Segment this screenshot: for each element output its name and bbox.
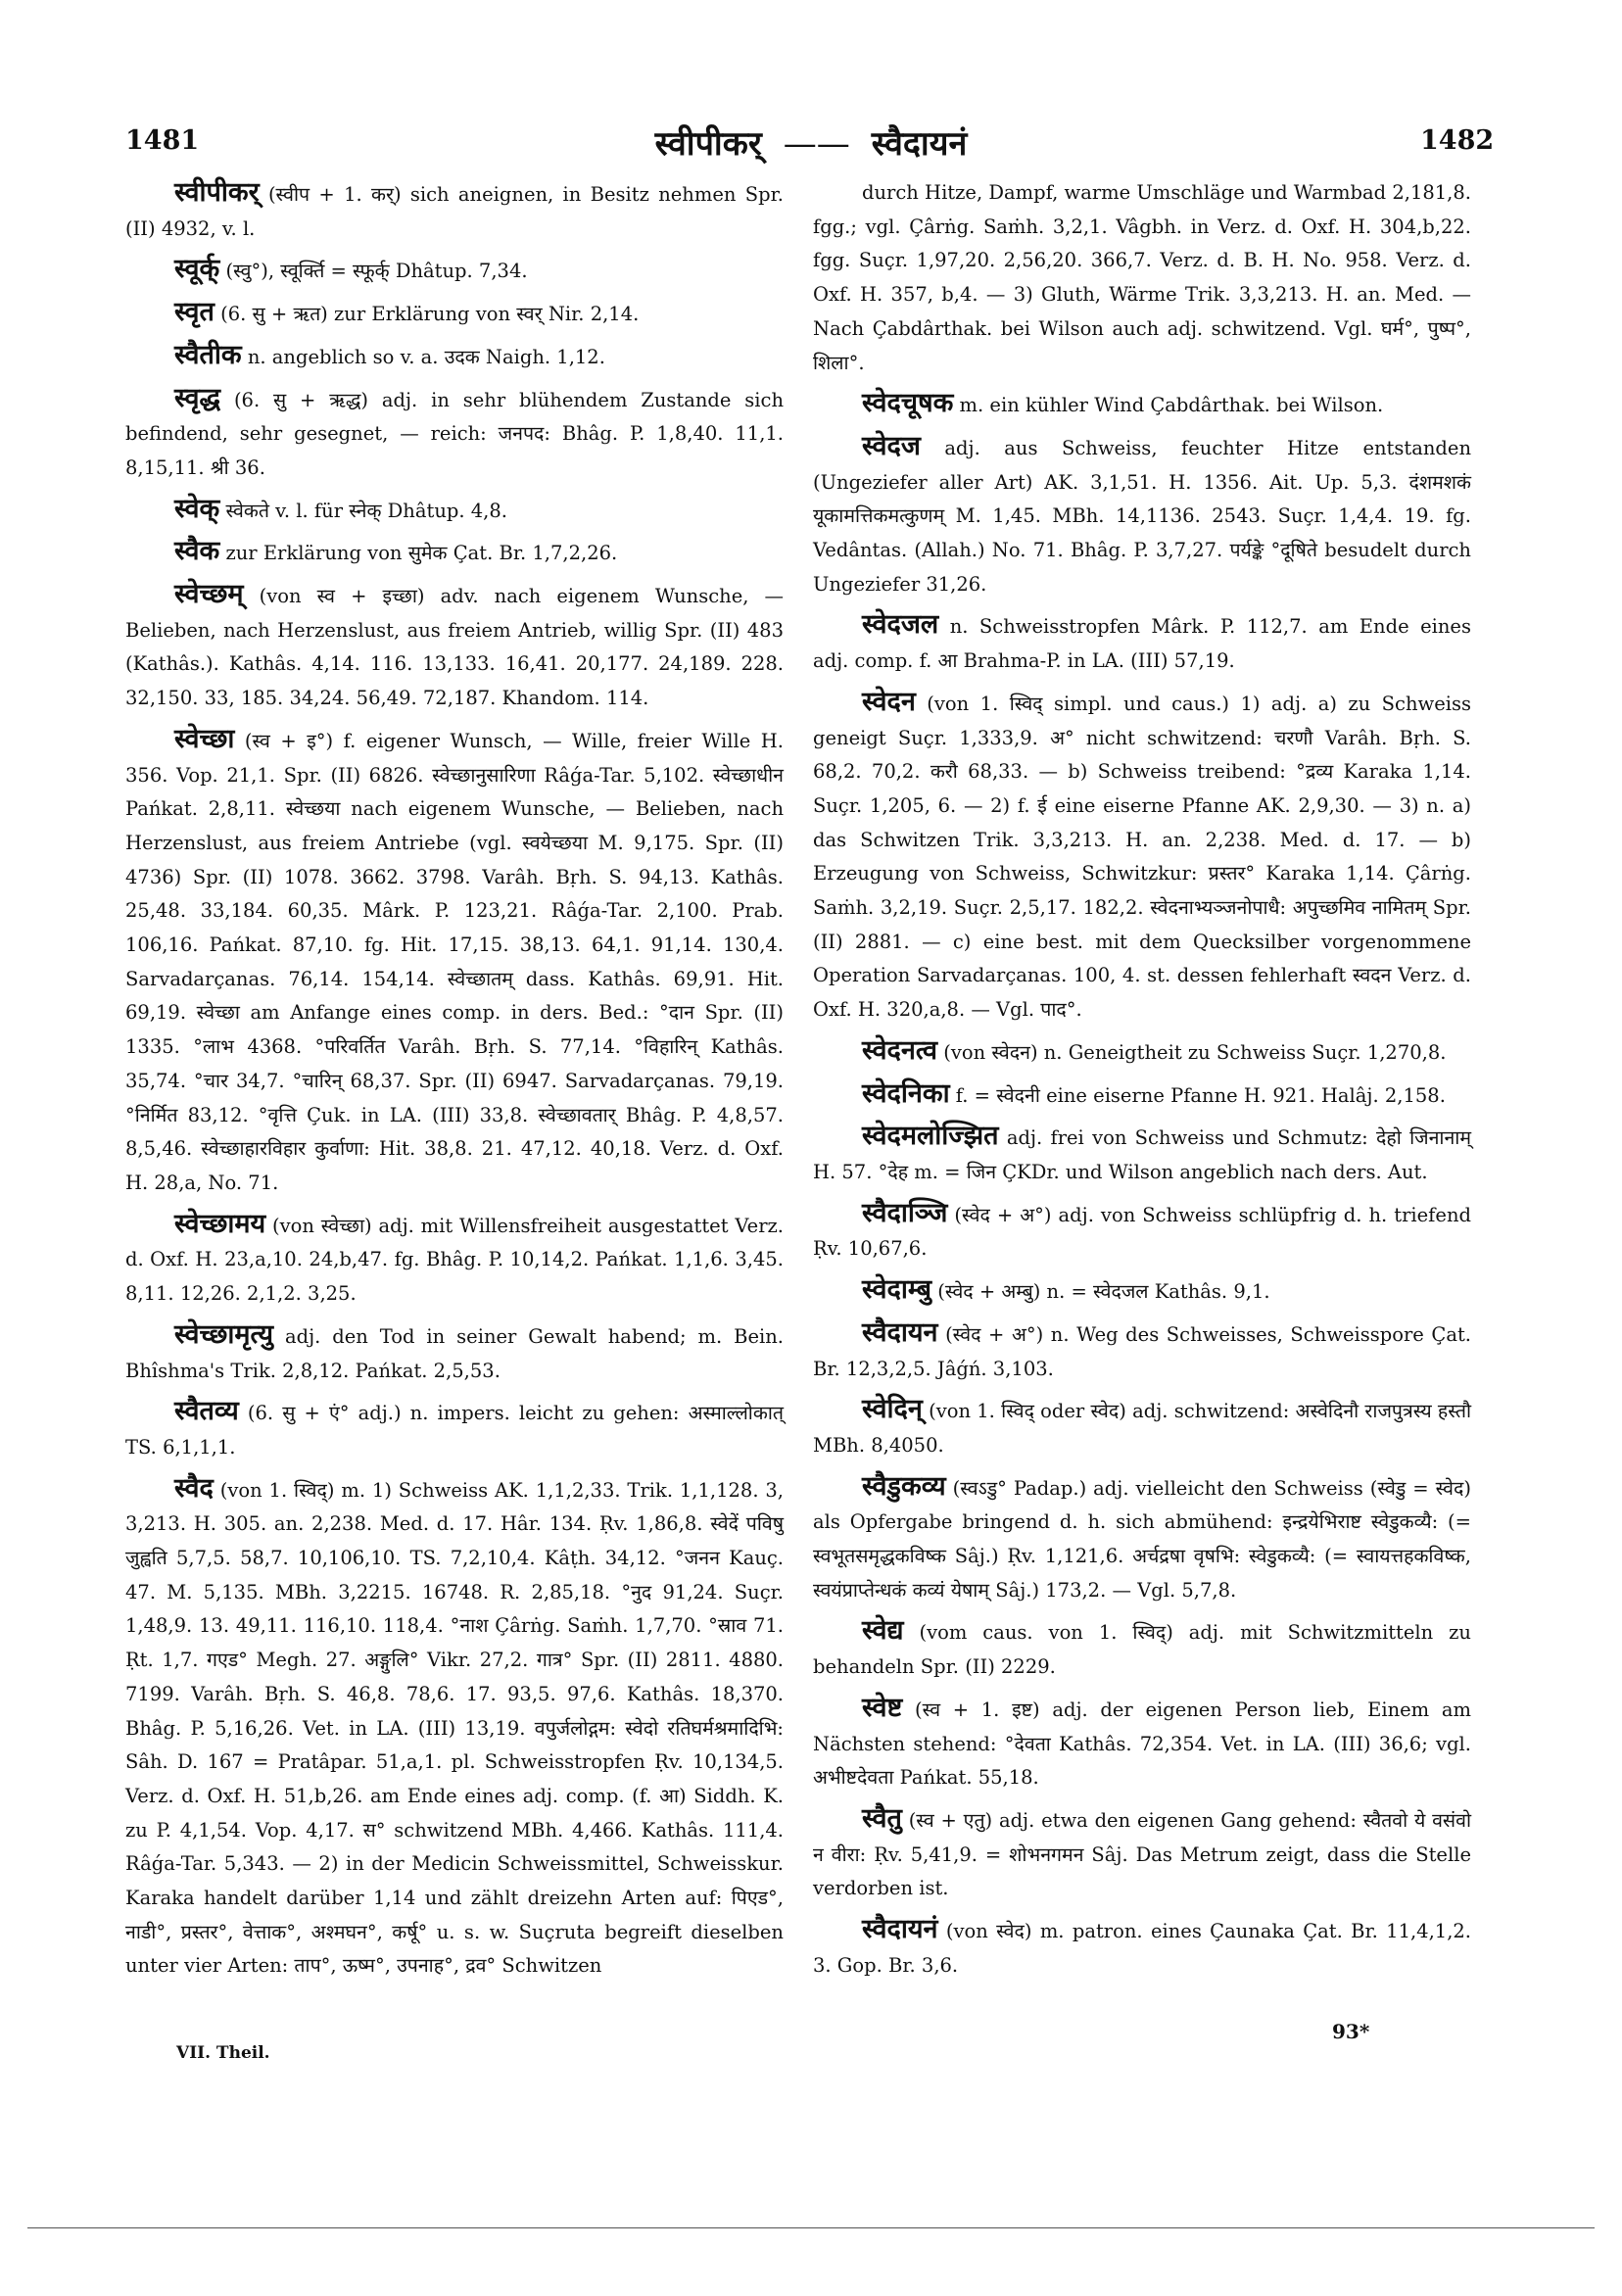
entry-text: (स्वेद + अ°) adj. von Schweiss schlüpfrig d. h. triefend Ṛv. 10,67,6. <box>813 1203 1471 1261</box>
entry-text: m. ein kühler Wind Çabdârthak. bei Wilson. <box>959 394 1384 417</box>
dictionary-entry <box>125 1318 784 1388</box>
entry-text: (von 1. स्विद् oder स्वेद) adj. schwitzend: अस्वेदिनौ राजपुत्रस्य हस्तौ MBh. 8,4050. <box>813 1400 1472 1457</box>
bottom-rule <box>27 2227 1595 2228</box>
dictionary-entry <box>125 535 784 571</box>
entry-headword: स्वेदमलोज्झित <box>862 1121 999 1152</box>
dictionary-entry <box>813 1034 1471 1071</box>
entry-text: (von स्वेद) m. patron. eines Çaunaka Çat. Br. 11,4,1,2. 3. Gop. Br. 3,6. <box>813 1920 1471 1977</box>
dictionary-entry <box>125 578 784 716</box>
page-number-right: 1482 <box>1420 125 1495 156</box>
dictionary-entry <box>125 493 784 529</box>
entry-headword: स्वेच्छामृत्यु <box>174 1318 274 1350</box>
entry-headword: स्वैतीक <box>174 339 242 370</box>
entry-headword: स्वृद्ध <box>174 382 221 413</box>
left-column <box>125 176 784 1990</box>
entry-text: f. = स्वेदनी eine eiserne Pfanne H. 921. Halâj. 2,158. <box>955 1083 1446 1107</box>
entry-headword: स्वैक <box>174 536 220 567</box>
dictionary-entry <box>813 1077 1471 1114</box>
dictionary-entry <box>813 430 1471 602</box>
dictionary-entry <box>813 1120 1471 1189</box>
entry-text: (von 1. स्विद्) m. 1) Schweiss AK. 1,1,2,33. Trik. 1,1,128. 3, 3,213. H. 305. an. 2,238. Med. d. 17. Hâr. 134. Ṛv. 1,86,8. स्वेदें पविषु जुह्वति 5,7,5. 58,7. 10,106,10. TS. 7,2,10,4. Kâṭh. 34,12. °जनन Kauç. 47. M. 5,135. MBh. 3,2215. 16748. R. 2,85,18. °नुद 91,24. Suçr. 1,48,9. 13. 49,11. 116,10. 118,4. °नाश Çârṅg. Saṁh. 1,7,70. °स्राव 71. Ṛt. 1,7. गएड° Megh. 27. अङ्गुलि° Vikr. 27,2. गात्र° Spr. (II) 2811. 4880. 7199. Varâh. Bṛh. S. 46,8. 78,6. 17. 93,5. 97,6. Kathâs. 18,370. Bhâg. P. 5,16,26. Vet. in LA. (III) 13,19. वपुर्जलोद्गम: स्वेदो रतिघर्मश्रमादिभि: Sâh. D. 167 = Pratâpar. 51,a,1. pl. Schweisstropfen Ṛv. 10,134,5. Verz. d. Oxf. H. 51,b,26. am Ende eines adj. comp. (f. आ) Siddh. K. zu P. 4,1,54. Vop. 4,17. स° schwitzend MBh. 4,466. Kathâs. 111,4. Râǵa-Tar. 5,343. — 2) in der Medicin Schweissmittel, Schweisskur. Karaka handelt darüber 1,14 und zählt dreizehn Arten auf: पिएड°, नाडी°, प्रस्तर°, वेत्ताक°, अश्मघन°, कर्षू° u. s. w. Suçruta begreift dieselben unter vier Arten: ताप°, ऊष्म°, उपनाह°, द्रव° Schwitzen <box>125 1478 785 1978</box>
entry-text: durch Hitze, Dampf, warme Umschläge und Warmbad 2,181,8. fgg.; vgl. Çârṅg. Saṁh. 3,2,1. Vâgbh. in Verz. d. Oxf. H. 304,b,22. fgg. Suçr. 1,97,20. 2,56,20. 366,7. Verz. d. B. H. No. 958. Verz. d. Oxf. H. 357, b,4. — 3) Gluth, Wärme Trik. 3,3,213. H. an. Med. — Nach Çabdârthak. bei Wilson auch adj. schwitzend. Vgl. घर्म°, पुष्प°, शिला°. <box>813 181 1471 374</box>
running-head <box>0 120 1622 165</box>
entry-text: (von स्वेच्छा) adj. mit Willensfreiheit ausgestattet Verz. d. Oxf. H. 23,a,10. 24,b,47. fg. Bhâg. P. 10,14,2. Pańkat. 1,1,6. 3,45. 8,11. 12,26. 2,1,2. 3,25. <box>125 1214 784 1306</box>
catchword-dash: —— <box>783 124 850 164</box>
dictionary-entry <box>125 382 784 486</box>
dictionary-entry <box>813 1614 1471 1684</box>
entry-text: (स्वीप + 1. कर्) sich aneignen, in Besitz nehmen Spr. (II) 4932, v. l. <box>125 183 784 240</box>
dictionary-entry <box>813 1913 1471 1983</box>
entry-headword: स्वैदायनं <box>862 1914 938 1945</box>
entry-headword: स्वेक् <box>174 493 220 524</box>
page-header <box>0 0 1622 196</box>
entry-headword: स्वैद <box>174 1472 214 1504</box>
entry-text: n. angeblich so v. a. उदक Naigh. 1,12. <box>247 345 605 368</box>
entry-text: (स्व + एतु) adj. etwa den eigenen Gang gehend: स्वैतवो ये वसंवो न वीरा: Ṛv. 5,41,9. = शोभनगमन Sâj. Das Metrum zeigt, dass die Stelle verdorben ist. <box>813 1808 1471 1900</box>
entry-text: (स्वेद + अम्बु) n. = स्वेदजल Kathâs. 9,1. <box>937 1280 1270 1304</box>
entry-text: (von स्वेदन) n. Geneigtheit zu Schweiss Suçr. 1,270,8. <box>943 1040 1447 1064</box>
entry-headword: स्वेदनत्व <box>862 1034 938 1066</box>
entry-headword: स्वैदायन <box>862 1316 938 1348</box>
entry-text: (von 1. स्विद् simpl. und caus.) 1) adj. a) zu Schweiss geneigt Suçr. 1,333,9. अ° nicht schwitzend: चरणौ Varâh. Bṛh. S. 68,2. 70,2. करौ 68,33. — b) Schweiss treibend: °द्रव्य Karaka 1,14. Suçr. 1,205, 6. — 2) f. ई eine eiserne Pfanne AK. 2,9,30. — 3) n. a) das Schwitzen Trik. 3,3,213. H. an. 2,238. Med. d. 17. — b) Erzeugung von Schweiss, Schwitzkur: प्रस्तर° Karaka 1,14. Çârṅg. Saṁh. 3,2,19. Suçr. 2,5,17. 182,2. स्वेदनाभ्यञ्जनोपाधै: अपुच्छमिव नामितम् Spr. (II) 2881. — c) eine best. mit dem Quecksilber vorgenommene Operation Sarvadarçanas. 100, 4. st. dessen fehlerhaft स्वदन Verz. d. Oxf. H. 320,a,8. — Vgl. पाद°. <box>813 692 1471 1022</box>
entry-headword: स्वैडुकव्य <box>862 1470 946 1502</box>
entry-headword: स्वेद्य <box>862 1615 904 1647</box>
dictionary-entry <box>813 387 1471 423</box>
entry-text: (स्वु°), स्वूर्क्ति = स्फूर्क् Dhâtup. 7,34. <box>225 260 528 283</box>
entry-text: (स्व + 1. इष्ट) adj. der eigenen Person lieb, Einem am Nächsten stehend: °देवता Kathâs. 72,354. Vet. in LA. (III) 36,6; vgl. अभीष्टदेवता Pańkat. 55,18. <box>813 1698 1471 1790</box>
dictionary-entry <box>813 1802 1471 1906</box>
entry-headword: स्वेदचूषक <box>862 388 954 419</box>
dictionary-entry <box>813 1470 1471 1608</box>
dictionary-entry <box>813 1316 1471 1386</box>
entry-text: n. Schweisstropfen Mârk. P. 112,7. am Ende eines adj. comp. f. आ Brahma-P. in LA. (III) 57,19. <box>813 615 1471 673</box>
entry-headword: स्वेदनिका <box>862 1077 950 1109</box>
dictionary-entry <box>125 176 784 246</box>
entry-text: (स्व + इ°) f. eigener Wunsch, — Wille, freier Wille H. 356. Vop. 21,1. Spr. (II) 6826. स्वेच्छानुसारिणा Râǵa-Tar. 5,102. स्वेच्छाधीन Pańkat. 2,8,11. स्वेच्छया nach eigenem Wunsche, — Belieben, nach Herzenslust, aus freiem Antriebe (vgl. स्वयेच्छया M. 9,175. Spr. (II) 4736) Spr. (II) 1078. 3662. 3798. Varâh. Bṛh. S. 94,13. Kathâs. 25,48. 33,184. 60,35. Mârk. P. 123,21. Râǵa-Tar. 2,100. Prab. 106,16. Pańkat. 87,10. fg. Hit. 17,15. 38,13. 64,1. 91,14. 130,4. Sarvadarçanas. 76,14. 154,14. स्वेच्छातम् dass. Kathâs. 69,91. Hit. 69,19. स्वेच्छा am Anfange eines comp. in ders. Bed.: °दान Spr. (II) 1335. °लाभ 4368. °परिवर्तित Varâh. Bṛh. S. 77,14. °विहारिन् Kathâs. 35,74. °चार 34,7. °चारिन् 68,37. Spr. (II) 6947. Sarvadarçanas. 79,19. °निर्मित 83,12. °वृत्ति Çuk. in LA. (III) 33,8. स्वेच्छावतार् Bhâg. P. 4,8,57. 8,5,46. स्वेच्छाहारविहार कुर्वाणा: Hit. 38,8. 21. 47,12. 40,18. Verz. d. Oxf. H. 28,a, No. 71. <box>125 729 784 1194</box>
entry-text: (vom caus. von 1. स्विद्) adj. mit Schwitzmitteln zu behandeln Spr. (II) 2229. <box>813 1621 1471 1679</box>
dictionary-entry <box>125 253 784 289</box>
entry-headword: स्वेदज <box>862 430 921 461</box>
entry-headword: स्वीपीकर् <box>174 177 260 208</box>
dictionary-entry <box>125 1208 784 1312</box>
volume-label: VII. Theil. <box>176 2043 270 2063</box>
entry-headword: स्वूर्क् <box>174 254 220 285</box>
dictionary-entry <box>813 1692 1471 1795</box>
entry-headword: स्वेष्ट <box>862 1692 903 1723</box>
entry-text: (स्वेद + अ°) n. Weg des Schweisses, Schweisspore Çat. Br. 12,3,2,5. Jâǵń. 3,103. <box>813 1322 1471 1380</box>
catchword-last: स्वैदायनं <box>871 124 968 164</box>
signature-mark: 93* <box>1332 2020 1370 2043</box>
dictionary-entry <box>813 1273 1471 1310</box>
entry-headword: स्वेदजल <box>862 609 939 641</box>
entry-headword: स्वेदन <box>862 686 916 717</box>
catchword-first: स्वीपीकर् <box>654 124 762 164</box>
dictionary-entry <box>813 176 1471 380</box>
page-number-left: 1481 <box>125 125 200 156</box>
entry-text: (6. सु + एं° adj.) n. impers. leicht zu gehen: अस्माल्लोकात् TS. 6,1,1,1. <box>125 1402 785 1459</box>
entry-headword: स्वेच्छम् <box>174 579 244 610</box>
right-column <box>813 176 1471 1989</box>
dictionary-entry <box>813 686 1471 1028</box>
dictionary-entry <box>125 723 784 1201</box>
dictionary-entry <box>813 608 1471 678</box>
dictionary-entry <box>813 1197 1471 1267</box>
entry-text: (स्वऽडु° Padap.) adj. vielleicht den Schweiss (स्वेडु = स्वेद) als Opfergabe bringend d. h. sich abmühend: इन्द्रयेभिराष्ट स्वेडुकव्यै: (= स्वभूतसमृद्धकविष्क Sâj.) Ṛv. 1,121,6. अर्चद्रषा वृषभि: स्वेडुकव्यै: (= स्वायत्तहकविष्क, स्वयंप्राप्तेन्धकं कव्यं येषाम् Sâj.) 173,2. — Vgl. 5,7,8. <box>813 1476 1471 1602</box>
entry-headword: स्वृत <box>174 297 215 328</box>
entry-headword: स्वैतु <box>862 1802 902 1834</box>
dictionary-entry <box>125 296 784 332</box>
entry-text: स्वेकते v. l. für स्नेक् Dhâtup. 4,8. <box>225 499 507 522</box>
entry-headword: स्वेदाम्बु <box>862 1274 932 1306</box>
entry-text: (von स्व + इच्छा) adv. nach eigenem Wunsche, — Belieben, nach Herzenslust, aus freiem Antrieb, willig Spr. (II) 483 (Kathâs.). Kathâs. 4,14. 116. 13,133. 16,41. 20,177. 24,189. 228. 32,150. 33, 185. 34,24. 56,49. 72,187. Khandom. 114. <box>125 585 784 710</box>
entry-headword: स्वैदाञ्जि <box>862 1197 948 1228</box>
entry-text: adj. den Tod in seiner Gewalt habend; m. Bein. Bhîshma's Trik. 2,8,12. Pańkat. 2,5,53. <box>125 1324 785 1382</box>
entry-text: adj. aus Schweiss, feuchter Hitze entstanden (Ungeziefer aller Art) AK. 3,1,51. H. 1356. Ait. Up. 5,3. दंशमशकं यूकामत्तिकमत्कुणम् M. 1,45. MBh. 14,1136. 2543. Suçr. 1,4,4. 19. fg. Vedântas. (Allah.) No. 71. Bhâg. P. 3,7,27. पर्यङ्के °दूषिते besudelt durch Ungeziefer 31,26. <box>813 436 1471 596</box>
entry-headword: स्वेच्छामय <box>174 1208 266 1239</box>
entry-headword: स्वेदिन् <box>862 1394 923 1425</box>
dictionary-entry <box>813 1393 1471 1462</box>
entry-text: adj. frei von Schweiss und Schmutz: देहो जिनानाम् H. 57. °देह m. = जिन ÇKDr. und Wilson angeblich nach ders. Aut. <box>813 1126 1471 1183</box>
dictionary-entry <box>125 1395 784 1464</box>
entry-text: (6. सु + ऋत) zur Erklärung von स्वर् Nir. 2,14. <box>220 303 640 326</box>
entry-text: (6. सु + ऋद्ध) adj. in sehr blühendem Zustande sich befindend, sehr gesegnet, — reich: जनपद: Bhâg. P. 1,8,40. 11,1. 8,15,11. श्री 36. <box>125 388 785 479</box>
dictionary-entry <box>125 339 784 375</box>
entry-headword: स्वेच्छा <box>174 723 235 754</box>
entry-text: zur Erklärung von सुमेक Çat. Br. 1,7,2,26. <box>225 542 618 565</box>
entry-headword: स्वैतव्य <box>174 1396 239 1427</box>
dictionary-entry <box>125 1472 784 1985</box>
